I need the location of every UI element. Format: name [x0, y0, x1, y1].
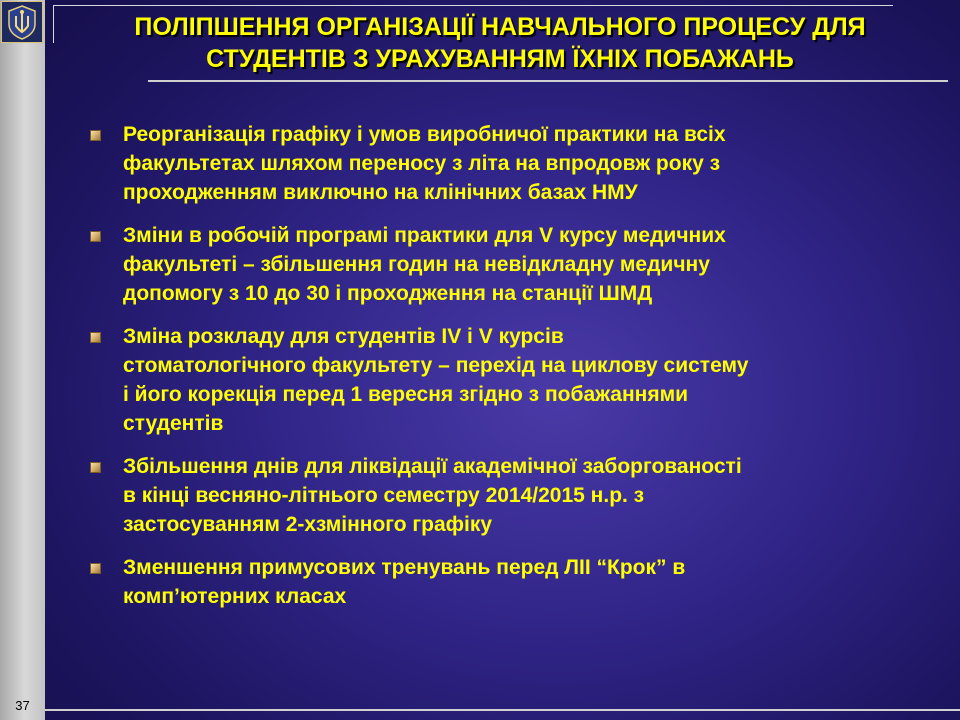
bullet-line: факультеті – збільшення годин на невідкладну медичну: [123, 253, 710, 276]
bullet-line: Зміни в робочій програмі практики для V курсу медичних: [123, 224, 726, 247]
university-logo: [1, 1, 43, 43]
slide-title-line-1: ПОЛІПШЕННЯ ОРГАНІЗАЦІЇ НАВЧАЛЬНОГО ПРОЦЕСУ ДЛЯ: [134, 13, 866, 41]
square-bullet-icon: [90, 130, 101, 141]
slide-number: 37: [15, 698, 30, 713]
bullet-item: [88, 120, 928, 207]
bullet-line: і його корекція перед 1 вересня згідно з побажаннями: [123, 383, 689, 406]
bullet-line: Збільшення днів для ліквідації академічної заборгованості: [123, 455, 742, 478]
bullet-line: Зменшення примусових тренувань перед ЛІІ “Крок” в: [123, 556, 686, 579]
bullet-line: Зміна розкладу для студентів IV і V курсів: [123, 325, 564, 348]
sidebar: [0, 0, 45, 720]
square-bullet-icon: [90, 332, 101, 343]
bullet-line: проходженням виключно на клінічних базах НМУ: [123, 181, 638, 204]
bullet-line: застосуванням 2-хзмінного графіку: [123, 513, 493, 536]
title-underline: [148, 80, 948, 82]
bullet-line: комп’ютерних класах: [123, 585, 347, 608]
bullet-line: факультетах шляхом переносу з літа на впродовж року з: [123, 152, 721, 175]
bottom-divider: [45, 709, 960, 711]
bullet-line: стоматологічного факультету – перехід на циклову систему: [123, 354, 749, 377]
square-bullet-icon: [90, 231, 101, 242]
bullet-line: студентів: [123, 412, 224, 435]
bullet-item: [88, 221, 928, 308]
slide-title-line-2: СТУДЕНТІВ З УРАХУВАННЯМ ЇХНІХ ПОБАЖАНЬ: [206, 45, 794, 73]
bullet-line: в кінці весняно-літнього семестру 2014/2015 н.р. з: [123, 484, 645, 507]
bullet-item: [88, 553, 928, 611]
top-divider: [53, 5, 893, 6]
bullet-line: допомогу з 10 до 30 і проходження на станції ШМД: [123, 282, 653, 305]
square-bullet-icon: [90, 563, 101, 574]
bullet-list: [88, 120, 928, 625]
bullet-line: Реорганізація графіку і умов виробничої практики на всіх: [123, 123, 726, 146]
bullet-item: [88, 322, 928, 438]
slide-title: [60, 11, 940, 75]
top-divider-vertical: [53, 5, 54, 43]
square-bullet-icon: [90, 462, 101, 473]
bullet-item: [88, 452, 928, 539]
crest-icon: [2, 2, 42, 42]
